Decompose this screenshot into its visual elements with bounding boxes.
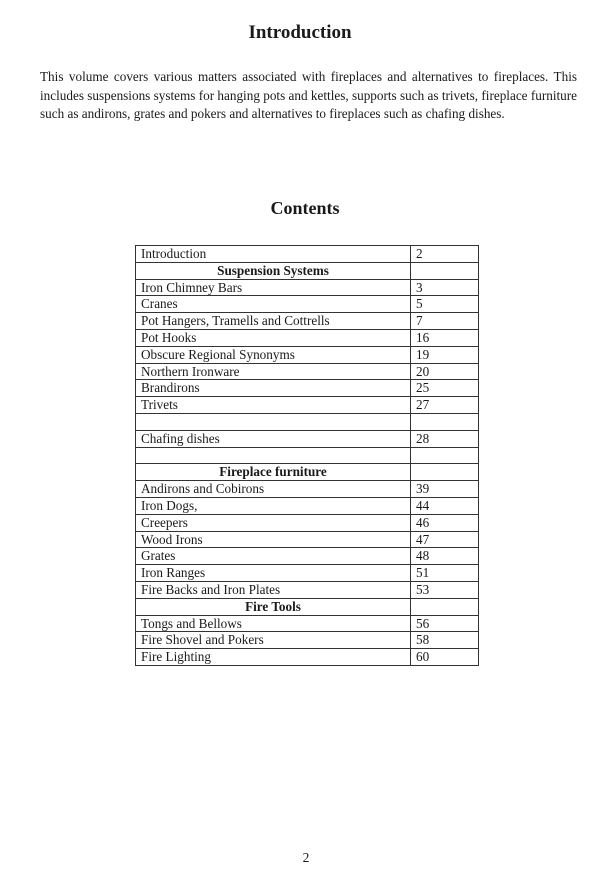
entry-page-number: 27 <box>411 397 479 414</box>
section-heading: Fire Tools <box>136 598 411 615</box>
section-heading: Suspension Systems <box>136 262 411 279</box>
contents-row <box>136 430 479 447</box>
entry-page-number: 46 <box>411 514 479 531</box>
entry-title: Creepers <box>136 514 411 531</box>
entry-title: Iron Ranges <box>136 565 411 582</box>
entry-title: Chafing dishes <box>136 430 411 447</box>
entry-page-number: 48 <box>411 548 479 565</box>
entry-page-number: 25 <box>411 380 479 397</box>
contents-row <box>136 581 479 598</box>
contents-row <box>136 329 479 346</box>
entry-title: Wood Irons <box>136 531 411 548</box>
entry-title: Introduction <box>136 246 411 263</box>
contents-row <box>136 649 479 666</box>
entry-page-number <box>411 262 479 279</box>
entry-page-number: 58 <box>411 632 479 649</box>
entry-page-number: 3 <box>411 279 479 296</box>
entry-title: Andirons and Cobirons <box>136 481 411 498</box>
entry-title: Grates <box>136 548 411 565</box>
entry-page-number: 53 <box>411 581 479 598</box>
entry-page-number <box>411 598 479 615</box>
entry-title: Fire Lighting <box>136 649 411 666</box>
entry-page-number: 5 <box>411 296 479 313</box>
page-title: Introduction <box>248 22 352 43</box>
contents-row <box>136 565 479 582</box>
entry-title: Brandirons <box>136 380 411 397</box>
contents-row <box>136 447 479 464</box>
contents-table <box>135 245 479 666</box>
entry-page-number <box>411 464 479 481</box>
contents-row <box>136 481 479 498</box>
entry-page-number: 44 <box>411 497 479 514</box>
contents-row <box>136 514 479 531</box>
section-heading: Fireplace furniture <box>136 464 411 481</box>
entry-page-number: 56 <box>411 615 479 632</box>
entry-title: Pot Hangers, Tramells and Cottrells <box>136 313 411 330</box>
entry-title: Tongs and Bellows <box>136 615 411 632</box>
contents-row <box>136 497 479 514</box>
entry-title <box>136 447 411 464</box>
contents-row <box>136 313 479 330</box>
contents-title: Contents <box>270 198 340 218</box>
entry-page-number: 7 <box>411 313 479 330</box>
contents-section-row <box>136 262 479 279</box>
entry-title: Pot Hooks <box>136 329 411 346</box>
entry-page-number: 19 <box>411 346 479 363</box>
entry-title: Cranes <box>136 296 411 313</box>
entry-title: Iron Dogs, <box>136 497 411 514</box>
contents-row <box>136 246 479 263</box>
contents-table-body <box>136 246 479 666</box>
entry-page-number: 39 <box>411 481 479 498</box>
entry-page-number <box>411 413 479 430</box>
entry-page-number: 2 <box>411 246 479 263</box>
contents-row <box>136 279 479 296</box>
entry-title: Northern Ironware <box>136 363 411 380</box>
intro-paragraph: This volume covers various matters associated with fireplaces and alternatives to fireplaces. This includes suspensions systems for hanging pots and kettles, supports such as trivets, fireplace furniture such as andirons, grates and pokers and alternatives to fireplaces such as chafing dishes. <box>40 69 577 122</box>
contents-row <box>136 413 479 430</box>
contents-row <box>136 397 479 414</box>
entry-page-number: 28 <box>411 430 479 447</box>
entry-page-number: 60 <box>411 649 479 666</box>
contents-row <box>136 363 479 380</box>
entry-page-number: 20 <box>411 363 479 380</box>
contents-row <box>136 548 479 565</box>
entry-title: Trivets <box>136 397 411 414</box>
entry-title <box>136 413 411 430</box>
entry-page-number: 51 <box>411 565 479 582</box>
entry-title: Fire Backs and Iron Plates <box>136 581 411 598</box>
entry-title: Iron Chimney Bars <box>136 279 411 296</box>
contents-row <box>136 296 479 313</box>
entry-title: Obscure Regional Synonyms <box>136 346 411 363</box>
contents-section-row <box>136 598 479 615</box>
contents-row <box>136 380 479 397</box>
contents-section-row <box>136 464 479 481</box>
entry-page-number <box>411 447 479 464</box>
contents-row <box>136 346 479 363</box>
contents-row <box>136 615 479 632</box>
entry-page-number: 47 <box>411 531 479 548</box>
contents-row <box>136 531 479 548</box>
page-number: 2 <box>302 850 310 865</box>
contents-row <box>136 632 479 649</box>
entry-title: Fire Shovel and Pokers <box>136 632 411 649</box>
entry-page-number: 16 <box>411 329 479 346</box>
